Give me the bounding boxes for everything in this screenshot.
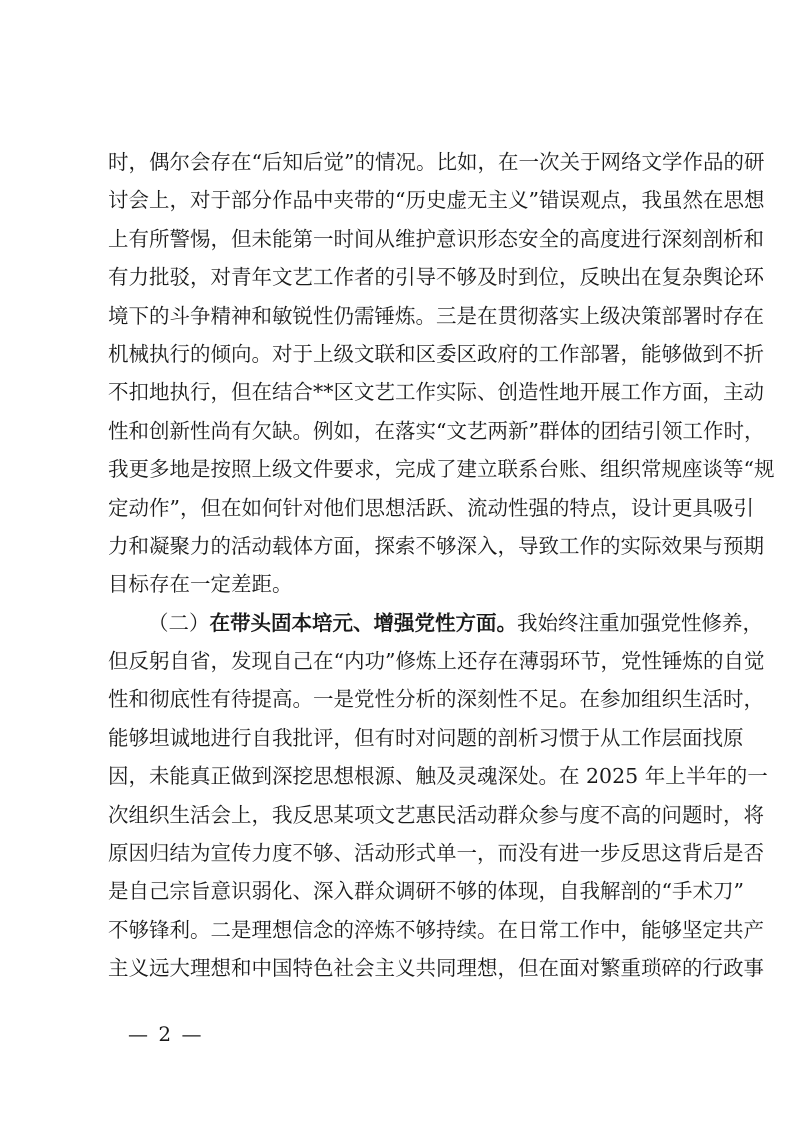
text-run: 我始终注重加强党性修养， bbox=[517, 610, 763, 635]
text-line: 性和彻底性有待提高。一是党性分析的深刻性不足。在参加组织生活时， bbox=[108, 687, 764, 712]
text-line: 时，偶尔会存在“后知后觉”的情况。比如，在一次关于网络文学作品的研 bbox=[108, 150, 765, 174]
text-line: 原因归结为宣传力度不够、活动形式单一，而没有进一步反思这背后是否 bbox=[108, 841, 764, 866]
text-line: 但反躬自省，发现自己在“内功”修炼上还存在薄弱环节，党性锤炼的自觉 bbox=[108, 649, 765, 674]
text-line: 是自己宗旨意识弱化、深入群众调研不够的体现，自我解剖的“手术刀” bbox=[108, 879, 744, 904]
page-number: — 2 — bbox=[128, 1022, 204, 1046]
text-line: 主义远大理想和中国特色社会主义共同理想，但在面对繁重琐碎的行政事 bbox=[108, 956, 764, 981]
text-line: 性和创新性尚有欠缺。例如，在落实“文艺两新”群体的团结引领工作时， bbox=[108, 418, 765, 443]
text-line: 不扣地执行，但在结合**区文艺工作实际、创造性地开展工作方面，主动 bbox=[108, 380, 764, 405]
text-line: 力和凝聚力的活动载体方面，探索不够深入，导致工作的实际效果与预期 bbox=[108, 533, 764, 558]
text-line: 不够锋利。二是理想信念的淬炼不够持续。在日常工作中，能够坚定共产 bbox=[108, 917, 764, 942]
text-line: 能够坦诚地进行自我批评，但有时对问题的剖析习惯于从工作层面找原 bbox=[108, 725, 744, 750]
text-line: 定动作”，但在如何针对他们思想活跃、流动性强的特点，设计更具吸引 bbox=[108, 495, 754, 520]
text-line: 目标存在一定差距。 bbox=[108, 572, 293, 597]
text-line: 机械执行的倾向。对于上级文联和区委区政府的工作部署，能够做到不折 bbox=[108, 341, 764, 366]
document-body bbox=[108, 143, 775, 988]
text-line: 次组织生活会上，我反思某项文艺惠民活动群众参与度不高的问题时，将 bbox=[108, 802, 764, 827]
text-line: 我更多地是按照上级文件要求，完成了建立联系台账、组织常规座谈等“规 bbox=[108, 457, 775, 482]
text-line: 因，未能真正做到深挖思想根源、触及灵魂深处。在 2025 年上半年的一 bbox=[108, 764, 768, 789]
paragraph-2 bbox=[108, 604, 768, 988]
text-line: 境下的斗争精神和敏锐性仍需锤炼。三是在贯彻落实上级决策部署时存在 bbox=[108, 303, 764, 328]
section-heading: 在带头固本培元、增强党性方面。 bbox=[209, 610, 517, 635]
paragraph-1 bbox=[108, 143, 775, 604]
text-line: 有力批驳，对青年文艺工作者的引导不够及时到位，反映出在复杂舆论环 bbox=[108, 265, 764, 290]
text-line: 讨会上，对于部分作品中夹带的“历史虚无主义”错误观点，我虽然在思想 bbox=[108, 188, 765, 213]
text-line: 上有所警惕，但未能第一时间从维护意识形态安全的高度进行深刻剖析和 bbox=[108, 226, 764, 251]
section-number: （二） bbox=[148, 610, 210, 635]
section-heading-line bbox=[108, 604, 763, 642]
